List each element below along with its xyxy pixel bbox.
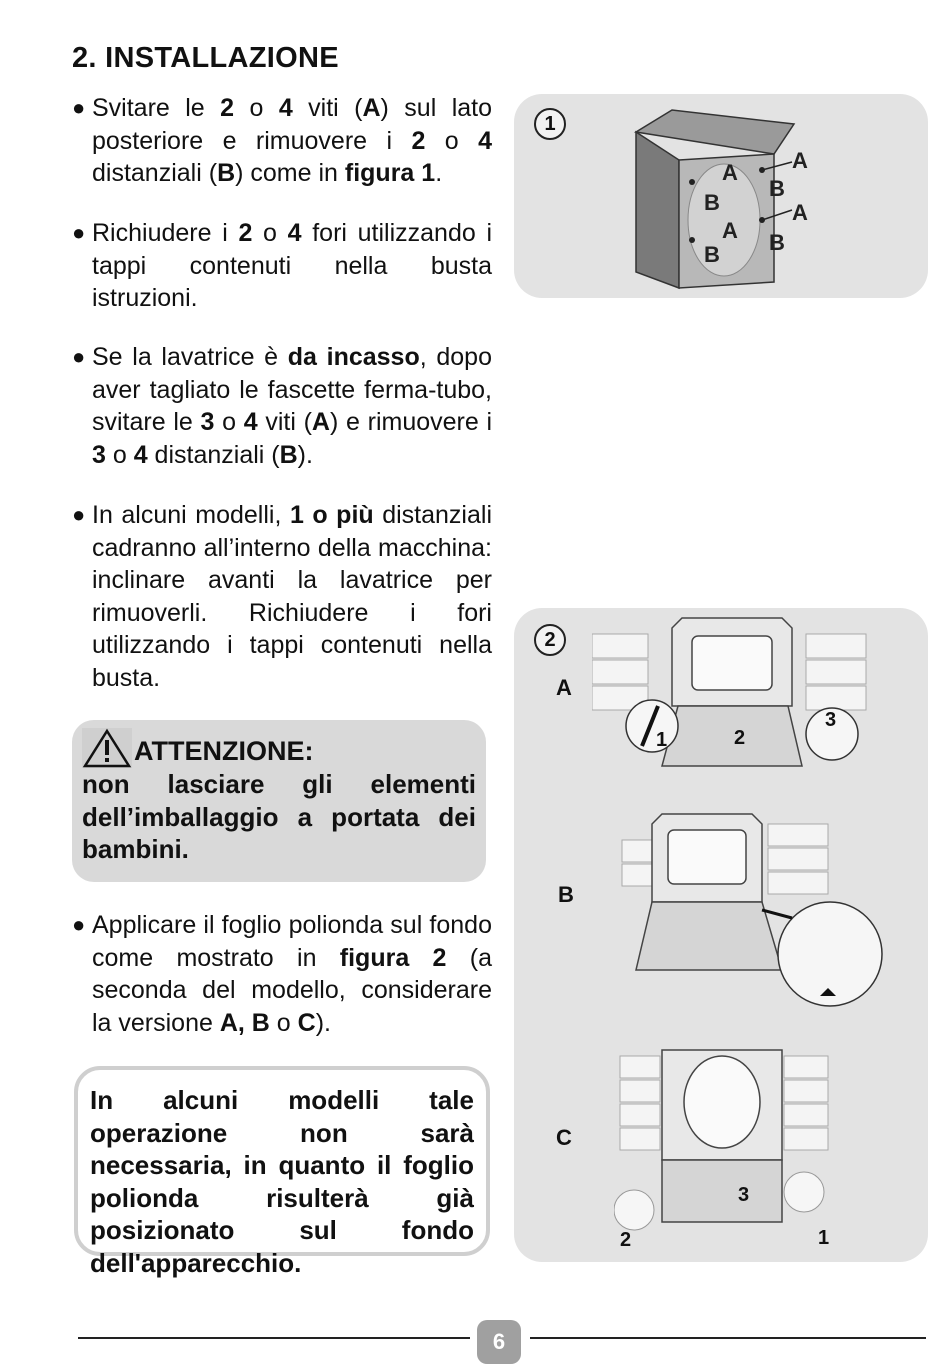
figure-2-number: 2 <box>534 624 566 656</box>
figure-2-version-b-label: B <box>558 882 574 907</box>
fig2c-callout-3: 3 <box>738 1184 750 1206</box>
fig1-label-a: A <box>792 148 808 173</box>
footer-rule-right <box>530 1337 926 1339</box>
fig1-label-b: B <box>769 230 785 255</box>
figure-1-panel <box>514 94 928 298</box>
bullet-5-text: Applicare il foglio polionda sul fondo come mostrato in figura 2 (a seconda del modello, considerare la versione A, B o C). <box>92 911 492 1037</box>
warning-title: ATTENZIONE: <box>134 736 314 766</box>
bullet-2 <box>72 217 492 315</box>
fig1-label-b: B <box>769 176 785 201</box>
figure-1-illustration <box>624 102 834 292</box>
fig2a-callout-3: 3 <box>825 709 837 731</box>
warning-box <box>72 720 486 882</box>
bullet-1-text: Svitare le 2 o 4 viti (A) sul lato posteriore e rimuovere i 2 o 4 distanziali (B) come in figura 1. <box>92 94 493 187</box>
bullet-1 <box>72 92 492 190</box>
page-number: 6 <box>477 1320 521 1364</box>
bullet-dot: ● <box>72 220 86 245</box>
section-title: 2. INSTALLAZIONE <box>72 42 339 74</box>
warning-text: non lasciare gli elementi dell’imballaggio a portata dei bambini. <box>82 769 476 864</box>
bullet-4-text: In alcuni modelli, 1 o più distanziali cadranno all’interno della macchina: inclinare avanti la lavatrice per rimuoverli. Richiudere i fori utilizzando i tappi contenuti nella busta. <box>92 501 493 692</box>
bullet-dot: ● <box>72 912 86 937</box>
warning-triangle-icon <box>82 728 132 768</box>
figure-2-version-a-label: A <box>556 675 572 700</box>
figure-1-number: 1 <box>534 108 566 140</box>
fig2a-callout-2: 2 <box>734 727 746 749</box>
bullet-dot: ● <box>72 95 86 120</box>
note-box <box>74 1066 490 1278</box>
bullet-5 <box>72 909 492 1039</box>
bullet-2-text: Richiudere i 2 o 4 fori utilizzando i tappi contenuti nella busta istruzioni. <box>92 219 493 312</box>
warning-heading <box>82 728 476 768</box>
figure-2c-illustration <box>614 1046 844 1256</box>
bullet-4 <box>72 499 492 694</box>
fig2c-callout-2: 2 <box>620 1229 632 1251</box>
figure-2a-illustration <box>592 616 892 796</box>
figure-2-panel <box>514 608 928 1262</box>
fig1-label-a: A <box>792 200 808 225</box>
note-text: In alcuni modelli tale operazione non sarà necessaria, in quanto il foglio polionda risulterà già posizionato sul fondo dell'apparecchio. <box>90 1085 474 1278</box>
fig2a-callout-1: 1 <box>656 729 668 751</box>
figure-2-version-c-label: C <box>556 1125 572 1150</box>
fig1-label-b: B <box>704 190 720 215</box>
bullet-3 <box>72 341 492 471</box>
bullet-dot: ● <box>72 344 86 369</box>
bullet-3-text: Se la lavatrice è da incasso, dopo aver tagliato le fascette ferma-tubo, svitare le 3 o 4 viti (A) e rimuovere i 3 o 4 distanziali (B). <box>92 343 493 469</box>
fig1-label-a: A <box>722 218 738 243</box>
figure-2b-illustration <box>592 810 892 1010</box>
footer-rule-left <box>78 1337 470 1339</box>
fig1-label-b: B <box>704 242 720 267</box>
bullet-dot: ● <box>72 502 86 527</box>
fig2c-callout-1: 1 <box>818 1227 830 1249</box>
fig1-label-a: A <box>722 160 738 185</box>
